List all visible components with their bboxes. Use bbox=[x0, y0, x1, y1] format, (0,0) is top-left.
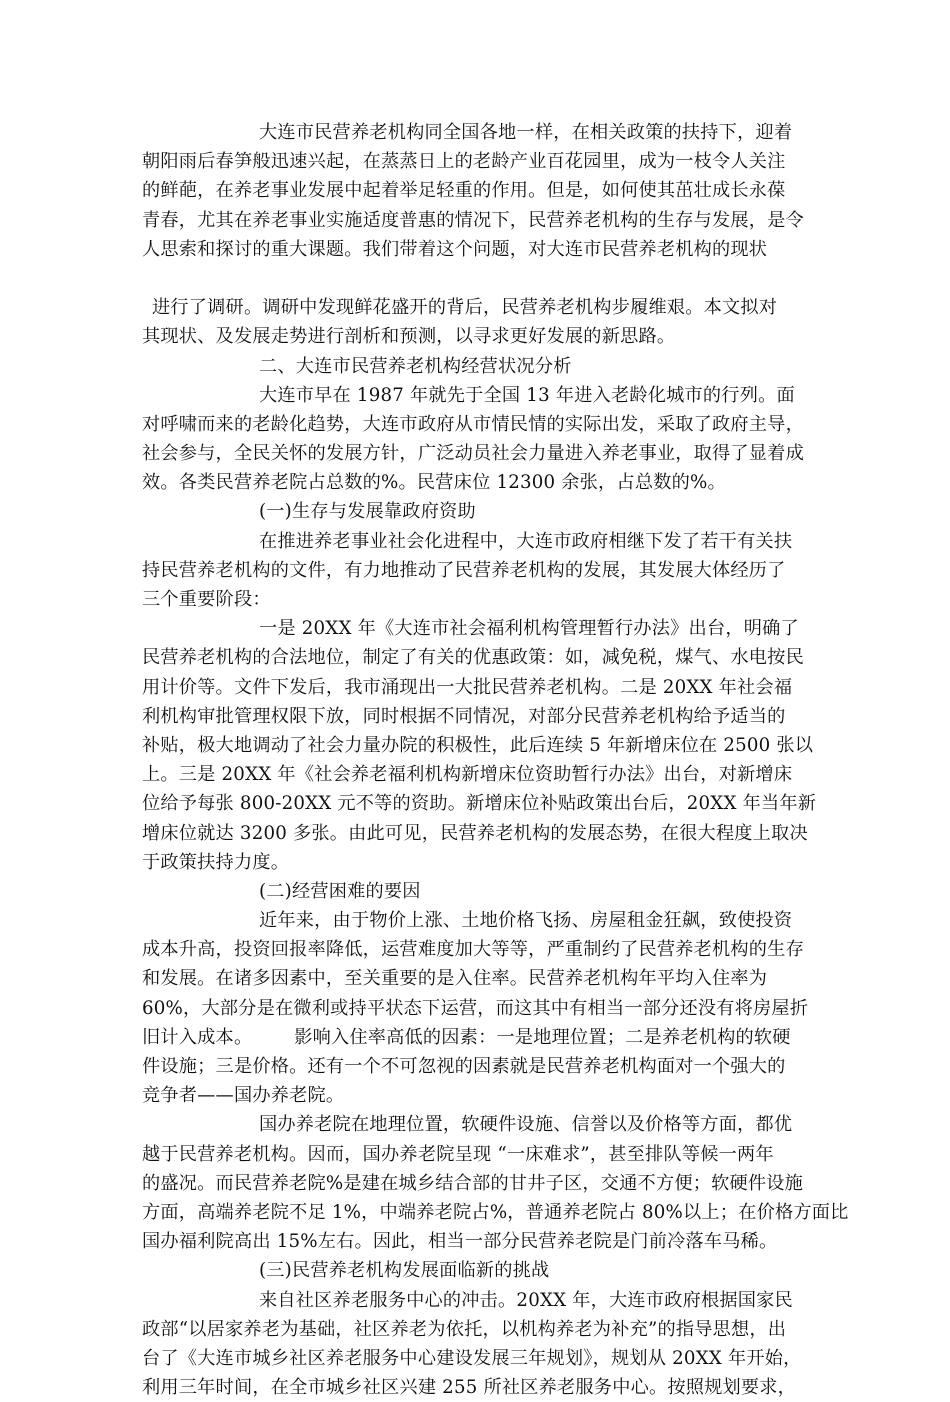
document-page bbox=[142, 118, 849, 1402]
section-heading: 二、大连市民营养老机构经营状况分析 bbox=[259, 355, 572, 377]
paragraph-line: 一是 20XX 年《大连市社会福利机构管理暂行办法》出台，明确了 bbox=[259, 618, 799, 640]
paragraph-line: 利机构审批管理权限下放，同时根据不同情况，对部分民营养老机构给予适当的 bbox=[142, 705, 786, 727]
subsection-heading: (三)民营养老机构发展面临新的挑战 bbox=[259, 1260, 550, 1282]
paragraph-line: 用计价等。文件下发后，我市涌现出一大批民营养老机构。二是 20XX 年社会福 bbox=[142, 676, 793, 698]
paragraph-line: 近年来，由于物价上涨、土地价格飞扬、房屋租金狂飙，致使投资 bbox=[259, 910, 793, 932]
paragraph-line: 在推进养老事业社会化进程中，大连市政府相继下发了若干有关扶 bbox=[259, 530, 793, 552]
paragraph-line: 人思索和探讨的重大课题。我们带着这个问题，对大连市民营养老机构的现状 bbox=[142, 238, 768, 260]
paragraph-line: 国办养老院在地理位置，软硬件设施、信誉以及价格等方面，都优 bbox=[259, 1114, 793, 1136]
paragraph-line: 上。三是 20XX 年《社会养老福利机构新增床位资助暂行办法》出台，对新增床 bbox=[142, 764, 793, 786]
paragraph-line: 大连市民营养老机构同全国各地一样，在相关政策的扶持下，迎着 bbox=[259, 122, 793, 143]
paragraph-line: 社会参与，全民关怀的发展方针，广泛动员社会力量进入养老事业，取得了显着成 bbox=[142, 443, 804, 465]
paragraph-line: 国办福利院高出 15%左右。因此，相当一部分民营养老院是门前冷落车马稀。 bbox=[142, 1231, 778, 1253]
paragraph-line: 利用三年时间，在全市城乡社区兴建 255 所社区养老服务中心。按照规划要求， bbox=[142, 1377, 797, 1399]
paragraph-line: 增床位就达 3200 多张。由此可见，民营养老机构的发展态势，在很大程度上取决 bbox=[142, 822, 808, 844]
paragraph-line: 于政策扶持力度。 bbox=[142, 851, 290, 873]
paragraph-line: 来自社区养老服务中心的冲击。20XX 年，大连市政府根据国家民 bbox=[259, 1289, 793, 1311]
paragraph-line: 和发展。在诸多因素中，至关重要的是入住率。民营养老机构年平均入住率为 bbox=[142, 968, 768, 990]
subsection-heading: (二)经营困难的要因 bbox=[259, 880, 421, 902]
paragraph-line: 60%，大部分是在微利或持平状态下运营，而这其中有相当一部分还没有将房屋折 bbox=[142, 997, 809, 1019]
paragraph-line: 越于民营养老机构。因而，国办养老院呈现 “一床难求”，甚至排队等候一两年 bbox=[142, 1143, 774, 1165]
paragraph-line: 青春，尤其在养老事业实施适度普惠的情况下，民营养老机构的生存与发展，是令 bbox=[142, 209, 804, 231]
paragraph-line: 补贴，极大地调动了社会力量办院的积极性，此后连续 5 年新增床位在 2500 张以 bbox=[142, 734, 814, 756]
paragraph-line: 大连市早在 1987 年就先于全国 13 年进入老龄化城市的行列。面 bbox=[259, 384, 795, 406]
paragraph-line: 台了《大连市城乡社区养老服务中心建设发展三年规划》，规划从 20XX 年开始， bbox=[142, 1347, 802, 1369]
paragraph-line: 成本升高，投资回报率降低，运营难度加大等等，严重制约了民营养老机构的生存 bbox=[142, 939, 804, 961]
paragraph-line: 持民营养老机构的文件，有力地推动了民营养老机构的发展，其发展大体经历了 bbox=[142, 559, 786, 581]
paragraph-line: 的盛况。而民营养老院%是建在城乡结合部的甘井子区，交通不方便；软硬件设施 bbox=[142, 1172, 804, 1194]
paragraph-line: 民营养老机构的合法地位，制定了有关的优惠政策：如，减免税，煤气、水电按民 bbox=[142, 647, 804, 669]
paragraph-line: 效。各类民营养老院占总数的%。民营床位 12300 余张，占总数的%。 bbox=[142, 472, 726, 494]
paragraph-line: 政部“以居家养老为基础，社区养老为依托，以机构养老为补充”的指导思想，出 bbox=[142, 1318, 787, 1340]
paragraph-line: 其现状、及发展走势进行剖析和预测，以寻求更好发展的新思路。 bbox=[142, 326, 676, 348]
paragraph-line: 件设施；三是价格。还有一个不可忽视的因素就是民营养老机构面对一个强大的 bbox=[142, 1056, 786, 1077]
paragraph-line: 竞争者——国办养老院。 bbox=[142, 1085, 345, 1107]
paragraph-line: 进行了调研。调研中发现鲜花盛开的背后，民营养老机构步履维艰。本文拟对 bbox=[152, 297, 778, 319]
subsection-heading: (一)生存与发展靠政府资助 bbox=[259, 501, 476, 523]
paragraph-line: 的鲜葩，在养老事业发展中起着举足轻重的作用。但是，如何使其茁壮成长永葆 bbox=[142, 180, 786, 202]
page-break-gap bbox=[142, 264, 808, 293]
paragraph-line: 旧计入成本。 影响入住率高低的因素：一是地理位置；二是养老机构的软硬 bbox=[142, 1026, 791, 1048]
paragraph-line: 朝阳雨后春笋般迅速兴起，在蒸蒸日上的老龄产业百花园里，成为一枝令人关注 bbox=[142, 151, 786, 173]
paragraph-line: 方面，高端养老院不足 1%，中端养老院占%，普通养老院占 80%以上；在价格方面比 bbox=[142, 1201, 849, 1223]
paragraph-line: 对呼啸而来的老龄化趋势，大连市政府从市情民情的实际出发，采取了政府主导， bbox=[142, 413, 804, 435]
paragraph-line: 三个重要阶段： bbox=[142, 589, 271, 610]
paragraph-line: 位给予每张 800-20XX 元不等的资助。新增床位补贴政策出台后，20XX 年当年新 bbox=[142, 793, 817, 815]
